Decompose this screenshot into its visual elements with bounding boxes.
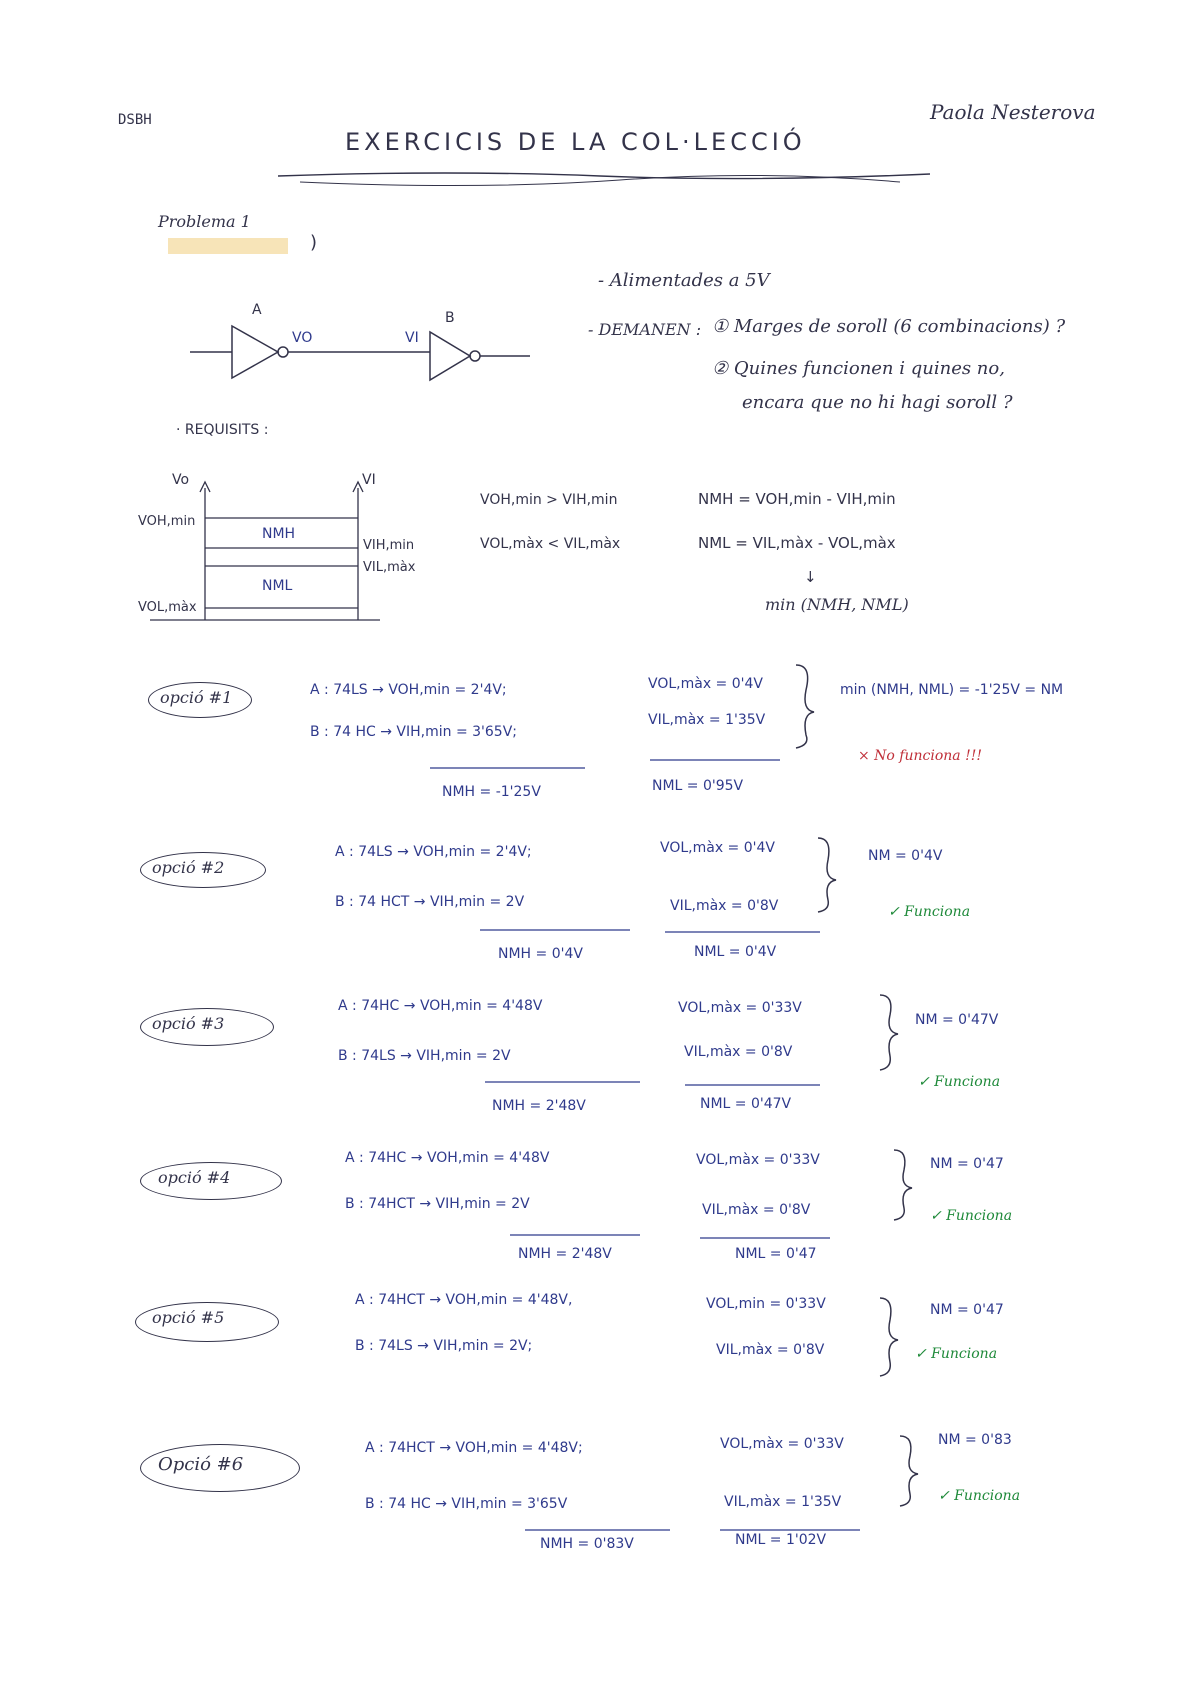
option-a-line: A : 74HCT → VOH,min = 4'48V; xyxy=(365,1440,583,1456)
option-vil: VIL,màx = 1'35V xyxy=(648,712,766,728)
question-2b: encara que no hi hagi soroll ? xyxy=(742,392,1013,413)
diagram-nmh: NMH xyxy=(262,526,296,542)
option-vol: VOL,màx = 0'4V xyxy=(648,676,763,692)
option-nmh: NMH = 2'48V xyxy=(518,1246,612,1262)
arrow-down: ↓ xyxy=(804,568,817,586)
option-result: NM = 0'47V xyxy=(915,1012,999,1028)
option-verdict: ✓ Funciona xyxy=(888,904,971,920)
diagram-vo-label: Vo xyxy=(172,472,190,488)
problem-highlight xyxy=(168,238,288,254)
diagram-vol-max: VOL,màx xyxy=(138,600,197,615)
option-vol: VOL,màx = 0'33V xyxy=(678,1000,802,1016)
option-nmh: NMH = 2'48V xyxy=(492,1098,586,1114)
min-equation: min (NMH, NML) xyxy=(765,595,909,614)
option-result: NM = 0'83 xyxy=(938,1432,1012,1448)
option-vil: VIL,màx = 1'35V xyxy=(724,1494,842,1510)
page-title: EXERCICIS DE LA COL·LECCIÓ xyxy=(345,128,806,156)
requisits-label: · REQUISITS : xyxy=(176,422,269,438)
calc-rules xyxy=(430,760,860,1530)
vi-label: VI xyxy=(405,330,419,346)
option-vol: VOL,màx = 0'33V xyxy=(720,1436,844,1452)
option-b-line: B : 74 HC → VIH,min = 3'65V xyxy=(365,1496,568,1512)
option-nml: NML = 1'02V xyxy=(735,1532,827,1548)
option-label: opció #2 xyxy=(152,858,225,877)
question-1: ① Marges de soroll (6 combinacions) ? xyxy=(712,316,1066,337)
option-nml: NML = 0'4V xyxy=(694,944,777,960)
gate-b-label: B xyxy=(445,310,455,326)
option-verdict: ✓ Funciona xyxy=(930,1208,1013,1224)
option-a-line: A : 74HC → VOH,min = 4'48V xyxy=(345,1150,550,1166)
nml-equation: NML = VIL,màx - VOL,màx xyxy=(698,534,896,552)
option-label: opció #5 xyxy=(152,1308,225,1327)
problem-label: Problema 1 xyxy=(158,212,251,231)
option-nmh: NMH = 0'83V xyxy=(540,1536,634,1552)
option-verdict: ✓ Funciona xyxy=(938,1488,1021,1504)
option-vol: VOL,màx = 0'33V xyxy=(696,1152,820,1168)
option-nml: NML = 0'95V xyxy=(652,778,744,794)
title-underline-2 xyxy=(300,175,900,185)
option-vol: VOL,min = 0'33V xyxy=(706,1296,826,1312)
option-verdict: × No funciona !!! xyxy=(858,748,982,764)
option-vil: VIL,màx = 0'8V xyxy=(716,1342,825,1358)
diagram-vi-label: VI xyxy=(362,472,376,488)
option-verdict: ✓ Funciona xyxy=(915,1346,998,1362)
option-nmh: NMH = 0'4V xyxy=(498,946,583,962)
option-b-line: B : 74LS → VIH,min = 2V; xyxy=(355,1338,533,1354)
option-verdict: ✓ Funciona xyxy=(918,1074,1001,1090)
condition-1: VOH,min > VIH,min xyxy=(480,492,618,508)
option-a-line: A : 74LS → VOH,min = 2'4V; xyxy=(335,844,532,860)
option-vil: VIL,màx = 0'8V xyxy=(670,898,779,914)
option-a-line: A : 74HCT → VOH,min = 4'48V, xyxy=(355,1292,573,1308)
option-label: opció #1 xyxy=(160,688,233,707)
gate-a-label: A xyxy=(252,302,262,318)
option-vil: VIL,màx = 0'8V xyxy=(702,1202,811,1218)
diagram-arrows xyxy=(200,482,363,492)
option-b-line: B : 74 HCT → VIH,min = 2V xyxy=(335,894,525,910)
option-nml: NML = 0'47V xyxy=(700,1096,792,1112)
option-vil: VIL,màx = 0'8V xyxy=(684,1044,793,1060)
author-name: Paola Nesterova xyxy=(930,100,1096,124)
option-label: opció #3 xyxy=(152,1014,225,1033)
diagram-nml: NML xyxy=(262,578,293,594)
option-result: NM = 0'47 xyxy=(930,1302,1004,1318)
option-result: NM = 0'4V xyxy=(868,848,943,864)
option-nml: NML = 0'47 xyxy=(735,1246,817,1262)
nmh-equation: NMH = VOH,min - VIH,min xyxy=(698,490,896,508)
inverter-b xyxy=(430,332,530,380)
option-vol: VOL,màx = 0'4V xyxy=(660,840,775,856)
option-result: NM = 0'47 xyxy=(930,1156,1004,1172)
option-result: min (NMH, NML) = -1'25V = NM xyxy=(840,682,1064,698)
option-b-line: B : 74LS → VIH,min = 2V xyxy=(338,1048,511,1064)
option-label: Opció #6 xyxy=(158,1454,244,1475)
diagram-voh-min: VOH,min xyxy=(138,514,196,529)
option-a-line: A : 74LS → VOH,min = 2'4V; xyxy=(310,682,507,698)
option-a-line: A : 74HC → VOH,min = 4'48V xyxy=(338,998,543,1014)
option-nmh: NMH = -1'25V xyxy=(442,784,541,800)
power-note: - Alimentades a 5V xyxy=(598,270,770,291)
diagram-vih-min: VIH,min xyxy=(363,538,415,553)
course-code: DSBH xyxy=(118,112,152,128)
condition-2: VOL,màx < VIL,màx xyxy=(480,536,621,552)
option-b-line: B : 74HCT → VIH,min = 2V xyxy=(345,1196,530,1212)
option-label: opció #4 xyxy=(158,1168,231,1187)
diagram-vil-max: VIL,màx xyxy=(363,560,416,575)
problem-part: ) xyxy=(310,232,318,253)
ask-label: - DEMANEN : xyxy=(588,320,702,339)
question-2: ② Quines funcionen i quines no, xyxy=(712,358,1005,379)
option-b-line: B : 74 HC → VIH,min = 3'65V; xyxy=(310,724,517,740)
vo-label: VO xyxy=(292,330,313,346)
